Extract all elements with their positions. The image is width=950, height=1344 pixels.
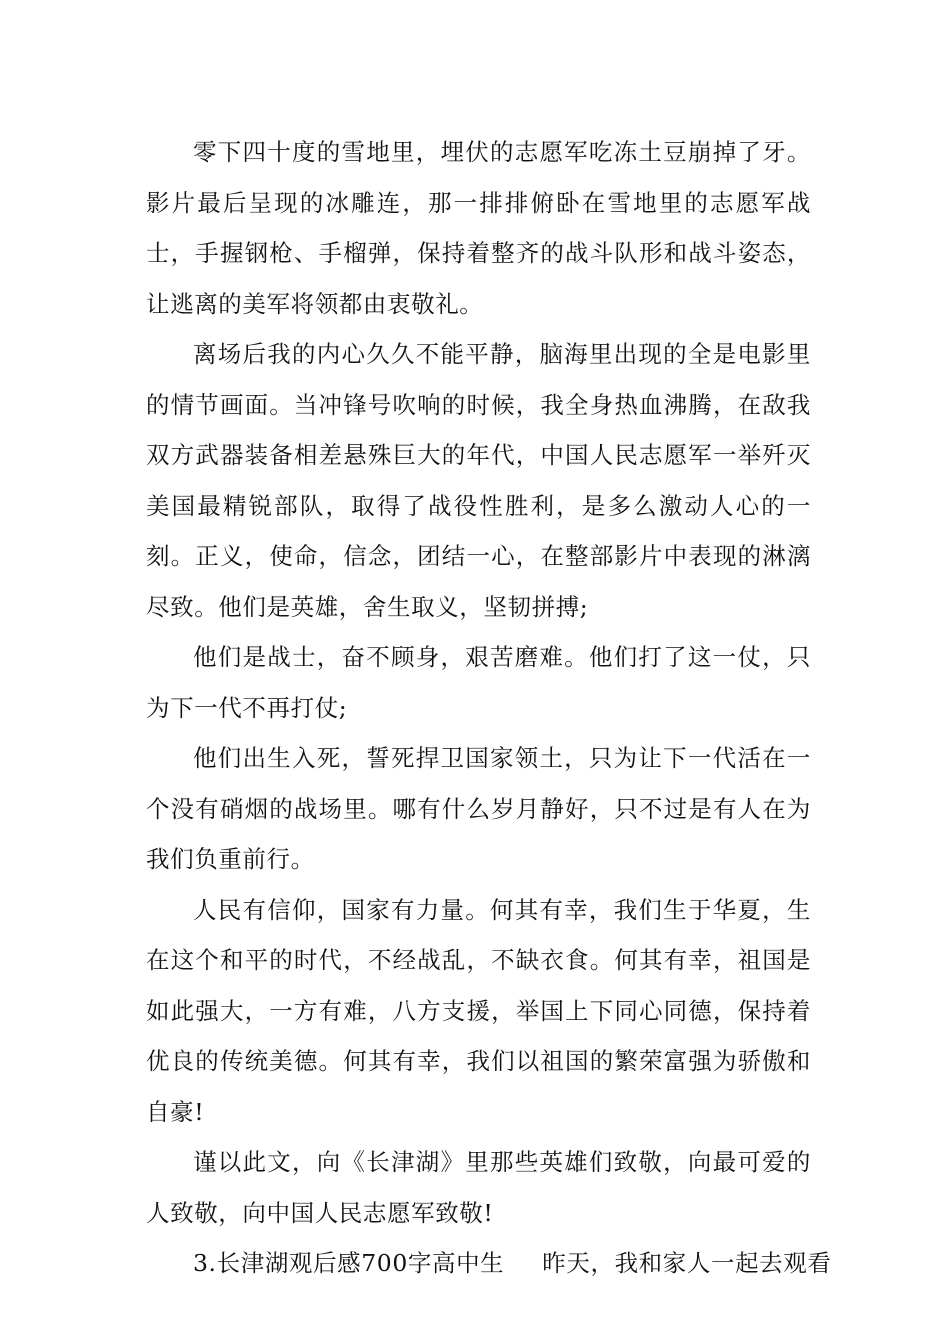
next-section-line xyxy=(146,1238,832,1289)
paragraph-5: 人民有信仰，国家有力量。何其有幸，我们生于华夏，生在这个和平的时代，不经战乱，不缺衣食。何其有幸，祖国是如此强大，一方有难，八方支援，举国上下同心同德，保持着优良的传统美德。何其有幸，我们以祖国的繁荣富强为骄傲和自豪! xyxy=(146,895,811,1126)
section-heading: 3.长津湖观后感700字高中生 xyxy=(193,1249,505,1277)
paragraph-3: 他们是战士，奋不顾身，艰苦磨难。他们打了这一仗，只为下一代不再打仗; xyxy=(146,643,811,722)
document-page xyxy=(146,127,832,1289)
paragraph-4: 他们出生入死，誓死捍卫国家领土，只为让下一代活在一个没有硝烟的战场里。哪有什么岁月静好，只不过是有人在为我们负重前行。 xyxy=(146,744,811,873)
paragraph-6: 谨以此文，向《长津湖》里那些英雄们致敬，向最可爱的人致敬，向中国人民志愿军致敬! xyxy=(146,1148,811,1227)
paragraph-2: 离场后我的内心久久不能平静，脑海里出现的全是电影里的情节画面。当冲锋号吹响的时候，我全身热血沸腾，在敌我双方武器装备相差悬殊巨大的年代，中国人民志愿军一举歼灭美国最精锐部队，取得了战役性胜利，是多么激动人心的一刻。正义，使命，信念，团结一心，在整部影片中表现的淋漓尽致。他们是英雄，舍生取义，坚韧拼搏; xyxy=(146,340,811,621)
paragraph-1: 零下四十度的雪地里，埋伏的志愿军吃冻土豆崩掉了牙。影片最后呈现的冰雕连，那一排排俯卧在雪地里的志愿军战士，手握钢枪、手榴弹，保持着整齐的战斗队形和战斗姿态，让逃离的美军将领都由衷敬礼。 xyxy=(146,138,811,318)
section-lead-text: 昨天，我和家人一起去观看 xyxy=(542,1249,832,1277)
